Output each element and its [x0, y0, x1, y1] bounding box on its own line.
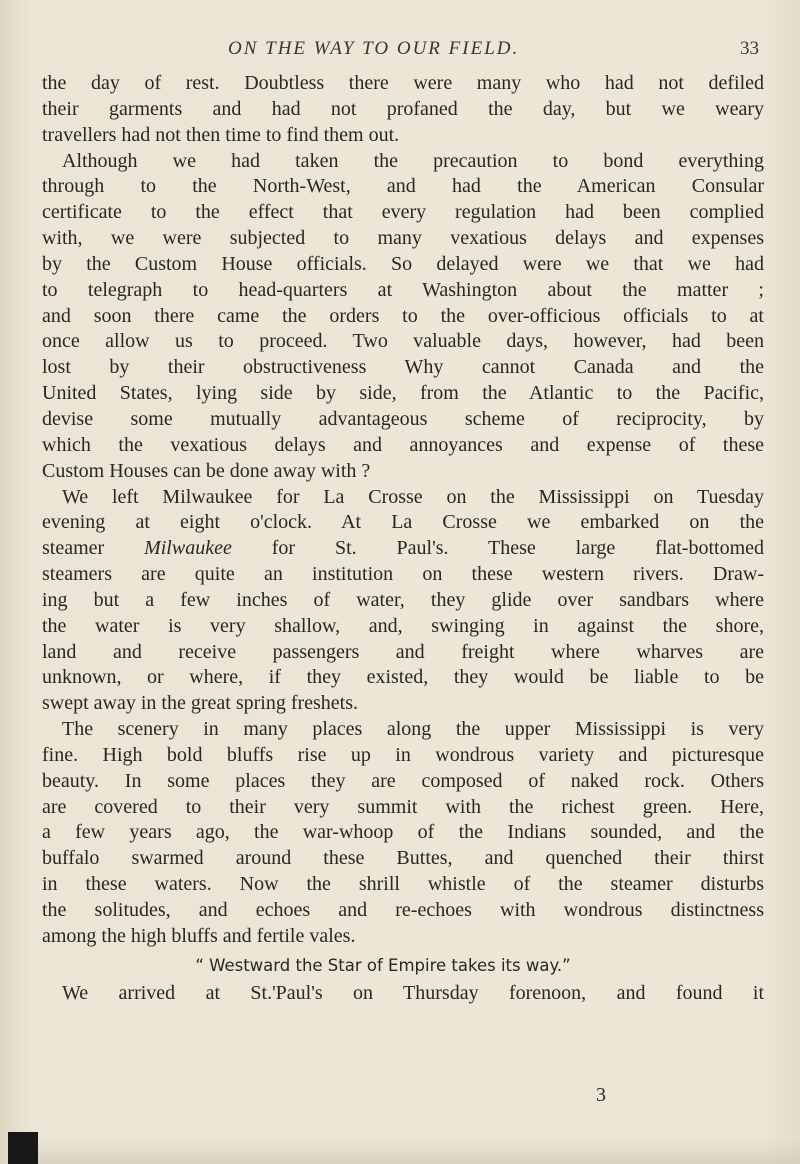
signature-mark: 3 — [596, 1084, 606, 1106]
text-line: land and receive passengers and freight where wharves are — [42, 640, 764, 663]
body-text — [42, 71, 764, 1007]
text-line: unknown, or where, if they existed, they would be liable to be — [42, 666, 764, 689]
text-line: buffalo swarmed around these Buttes, and quenched their thirst — [42, 847, 764, 870]
text-line: to telegraph to head-quarters at Washington about the matter ; — [42, 278, 764, 301]
text-line: their garments and had not profaned the day, but we weary — [42, 97, 764, 120]
text-line: devise some mutually advantageous scheme of reciprocity, by — [42, 407, 764, 430]
text-line: once allow us to proceed. Two valuable days, however, had been — [42, 330, 764, 353]
text-line: We left Milwaukee for La Crosse on the Mississippi on Tuesday — [62, 485, 764, 508]
text-line: certificate to the effect that every regulation had been complied — [42, 201, 764, 224]
text-line: the solitudes, and echoes and re-echoes with wondrous distinctness — [42, 899, 764, 921]
text-line: We arrived at St.'Paul's on Thursday forenoon, and found it — [62, 981, 764, 1004]
text-line: Although we had taken the precaution to bond everything — [62, 149, 764, 172]
text-line: United States, lying side by side, from the Atlantic to the Pacific, — [42, 382, 764, 405]
running-title: ON THE WAY TO OUR FIELD. — [228, 38, 520, 59]
text-line: the day of rest. Doubtless there were many who had not defiled — [42, 72, 764, 94]
text-line: The scenery in many places along the upper Mississippi is very — [62, 718, 764, 741]
text-line: by the Custom House officials. So delayed were we that we had — [42, 252, 764, 275]
page-edge-shadow — [38, 1138, 800, 1164]
text-line: are covered to their very summit with the richest green. Here, — [42, 795, 764, 818]
page-number: 33 — [740, 38, 759, 59]
text-line: the water is very shallow, and, swinging in against the shore, — [42, 614, 764, 637]
text-line: with, we were subjected to many vexatious delays and expenses — [42, 227, 764, 250]
text-line: a few years ago, the war-whoop of the Indians sounded, and the — [42, 821, 764, 844]
binding-mark — [8, 1132, 38, 1164]
steamer-name: Milwaukee — [144, 537, 232, 560]
text-line: steamers are quite an institution on these western rivers. Draw- — [42, 563, 764, 586]
text-line: beauty. In some places they are composed of naked rock. Others — [42, 769, 764, 792]
text-line — [42, 536, 764, 562]
text-line: and soon there came the orders to the over-officious officials to at — [42, 304, 764, 327]
text-line: among the high bluffs and fertile vales. — [42, 924, 356, 947]
text-line: in these waters. Now the shrill whistle of the steamer disturbs — [42, 873, 764, 896]
text-line: which the vexatious delays and annoyances and expense of these — [42, 433, 764, 456]
text-line: fine. High bold bluffs rise up in wondrous variety and picturesque — [42, 743, 764, 766]
text-line: evening at eight o'clock. At La Crosse we embarked on the — [42, 511, 764, 534]
text-line: ing but a few inches of water, they glide over sandbars where — [42, 588, 764, 611]
text-line: Custom Houses can be done away with ? — [42, 459, 371, 482]
text-fragment: for St. Paul's. These large flat-bottomed — [271, 537, 765, 560]
text-line: lost by their obstructiveness Why cannot Canada and the — [42, 356, 764, 379]
text-line: swept away in the great spring freshets. — [42, 692, 359, 715]
text-line: travellers had not then time to find them out. — [42, 123, 400, 146]
text-line: through to the North-West, and had the American Consular — [42, 175, 764, 198]
epigraph-quote: “ Westward the Star of Empire takes its way.” — [195, 955, 571, 975]
text-fragment: steamer — [42, 537, 105, 560]
